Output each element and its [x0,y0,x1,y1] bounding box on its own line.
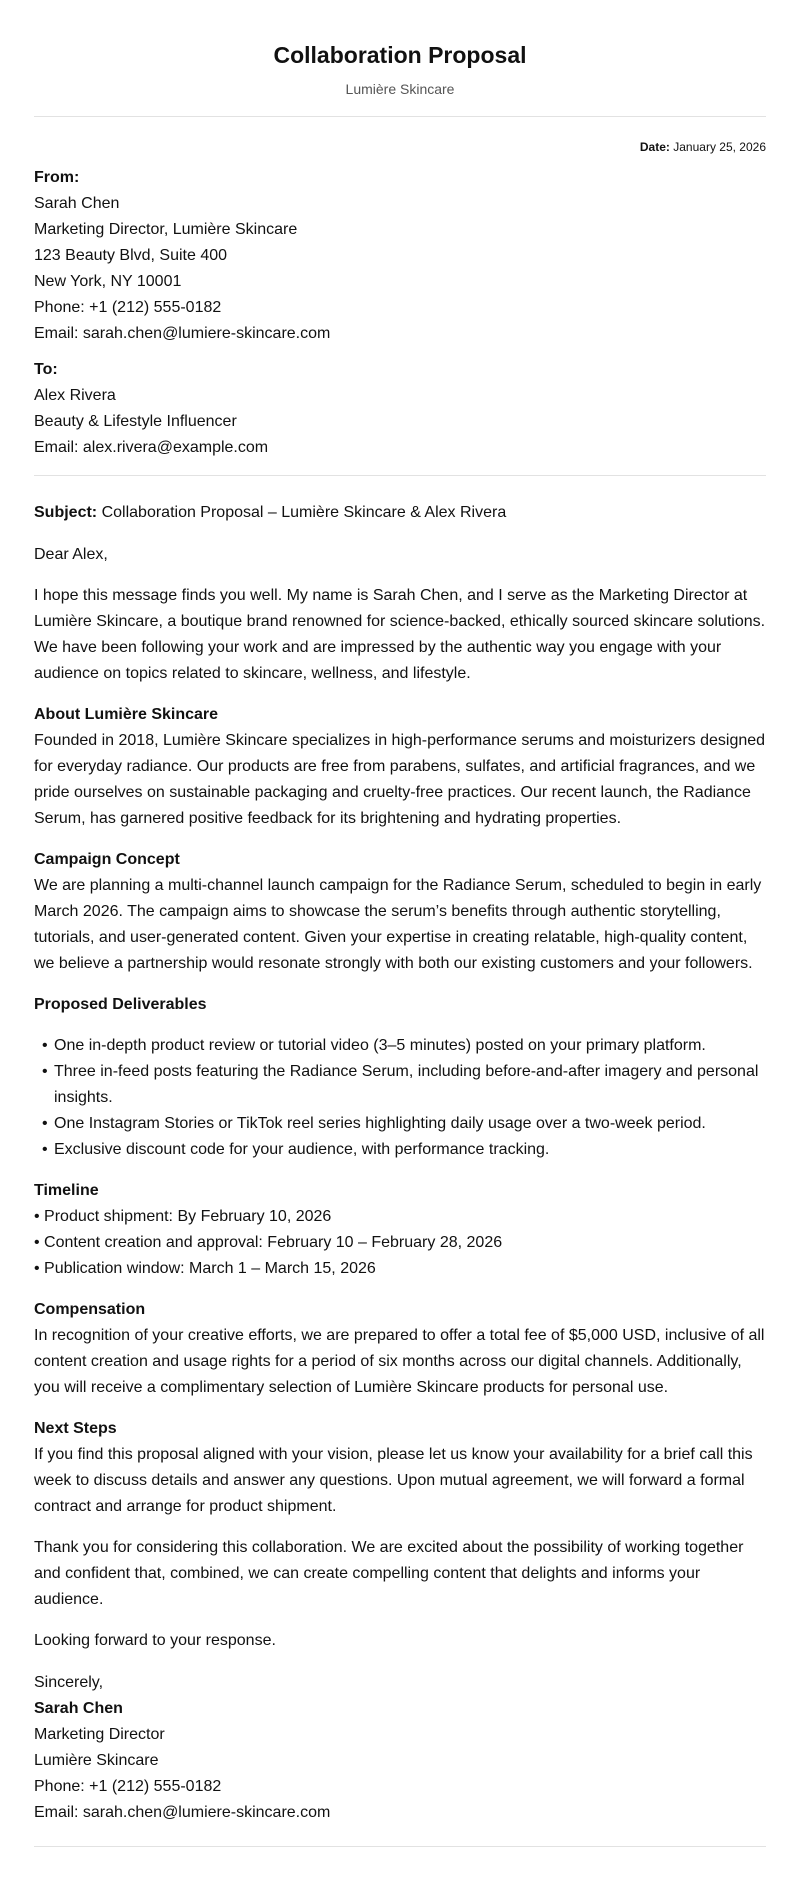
timeline-heading: Timeline [34,1182,99,1199]
signature-name: Sarah Chen [34,1700,123,1717]
footer-divider [34,1846,766,1847]
salutation: Dear Alex, [34,546,108,563]
timeline-section [34,1178,766,1282]
concept-section [34,847,766,977]
date-value: January 25, 2026 [673,140,766,154]
date-label: Date: [639,140,670,154]
deliverables-list [34,1033,766,1163]
signature-block [34,1696,766,1826]
recipient-name: Alex Rivera [34,387,116,404]
about-body: Founded in 2018, Lumière Skincare specializes in high-performance serums and moisturizers designed for everyday radiance. Our products are free from parabens, sulfates, and artificial fragrances, and we pride ourselves on sustainable packaging and cruelty-free practices. Our recent launch, the Radiance Serum, has garnered positive feedback for its brightening and hydrating properties. [34,732,766,827]
about-section [34,702,766,832]
signature-phone: Phone: +1 (212) 555-0182 [34,1778,222,1795]
date-line [34,139,766,155]
intro-paragraph: I hope this message finds you well. My name is Sarah Chen, and I serve as the Marketing Director at Lumière Skincare, a boutique brand renowned for science-backed, ethically sourced skincare solutions. We have been following your work and are impressed by the authentic way you engage with your audience on topics related to skincare, wellness, and lifestyle. [34,587,766,682]
signature-email: Email: sarah.chen@lumiere-skincare.com [34,1804,331,1821]
from-label: From: [34,169,80,186]
subject-label: Subject: [34,504,98,521]
next-steps-section [34,1416,766,1520]
timeline-item: • Product shipment: By February 10, 2026 [34,1208,332,1225]
sender-name: Sarah Chen [34,195,120,212]
concept-heading: Campaign Concept [34,851,180,868]
signoff: Sincerely, [34,1674,104,1691]
closing-line: Looking forward to your response. [34,1632,276,1649]
signature-company: Lumière Skincare [34,1752,159,1769]
list-item: • Exclusive discount code for your audience, with performance tracking. [42,1137,766,1163]
thanks-paragraph: Thank you for considering this collaboration. We are excited about the possibility of working together and confident that, combined, we can create compelling content that delights and informs your audience. [34,1539,744,1608]
timeline-item: • Publication window: March 1 – March 15, 2026 [34,1260,376,1277]
sender-street: 123 Beauty Blvd, Suite 400 [34,247,228,264]
compensation-body: In recognition of your creative efforts, we are prepared to offer a total fee of $5,000 USD, inclusive of all content creation and usage rights for a period of six months across our digital channels. Additionally, you will receive a complimentary selection of Lumière Skincare products for personal use. [34,1327,765,1396]
sender-email: Email: sarah.chen@lumiere-skincare.com [34,325,331,342]
list-item: • One in-depth product review or tutorial video (3–5 minutes) posted on your primary platform. [42,1033,766,1059]
recipient-title: Beauty & Lifestyle Influencer [34,413,237,430]
company-subtitle: Lumière Skincare [345,81,455,97]
recipient-email: Email: alex.rivera@example.com [34,439,269,456]
next-steps-heading: Next Steps [34,1420,117,1437]
subject-line [34,500,766,526]
sender-title: Marketing Director, Lumière Skincare [34,221,298,238]
list-item: • Three in-feed posts featuring the Radiance Serum, including before-and-after imagery and personal insights. [42,1059,766,1111]
compensation-section [34,1297,766,1401]
signature-title: Marketing Director [34,1726,165,1743]
compensation-heading: Compensation [34,1301,146,1318]
header-divider [34,116,766,117]
to-label: To: [34,361,58,378]
about-heading: About Lumière Skincare [34,706,219,723]
letter-header [34,0,766,98]
sender-city: New York, NY 10001 [34,273,182,290]
deliverables-heading: Proposed Deliverables [34,996,207,1013]
recipient-block [34,357,766,461]
list-item: • One Instagram Stories or TikTok reel series highlighting daily usage over a two-week period. [42,1111,766,1137]
next-steps-body: If you find this proposal aligned with your vision, please let us know your availability for a brief call this week to discuss details and answer any questions. Upon mutual agreement, we will forward a formal contract and arrange for product shipment. [34,1446,753,1515]
address-divider [34,475,766,476]
document-title: Collaboration Proposal [273,42,527,68]
subject-value: Collaboration Proposal – Lumière Skincare & Alex Rivera [101,504,507,521]
timeline-item: • Content creation and approval: February 10 – February 28, 2026 [34,1234,503,1251]
concept-body: We are planning a multi-channel launch campaign for the Radiance Serum, scheduled to begin in early March 2026. The campaign aims to showcase the serum’s benefits through authentic storytelling, tutorials, and user-generated content. Given your expertise in creating relatable, high-quality content, we believe a partnership would resonate strongly with both our existing customers and your followers. [34,877,762,972]
sender-block [34,165,766,347]
sender-phone: Phone: +1 (212) 555-0182 [34,299,222,316]
deliverables-section [34,992,766,1163]
